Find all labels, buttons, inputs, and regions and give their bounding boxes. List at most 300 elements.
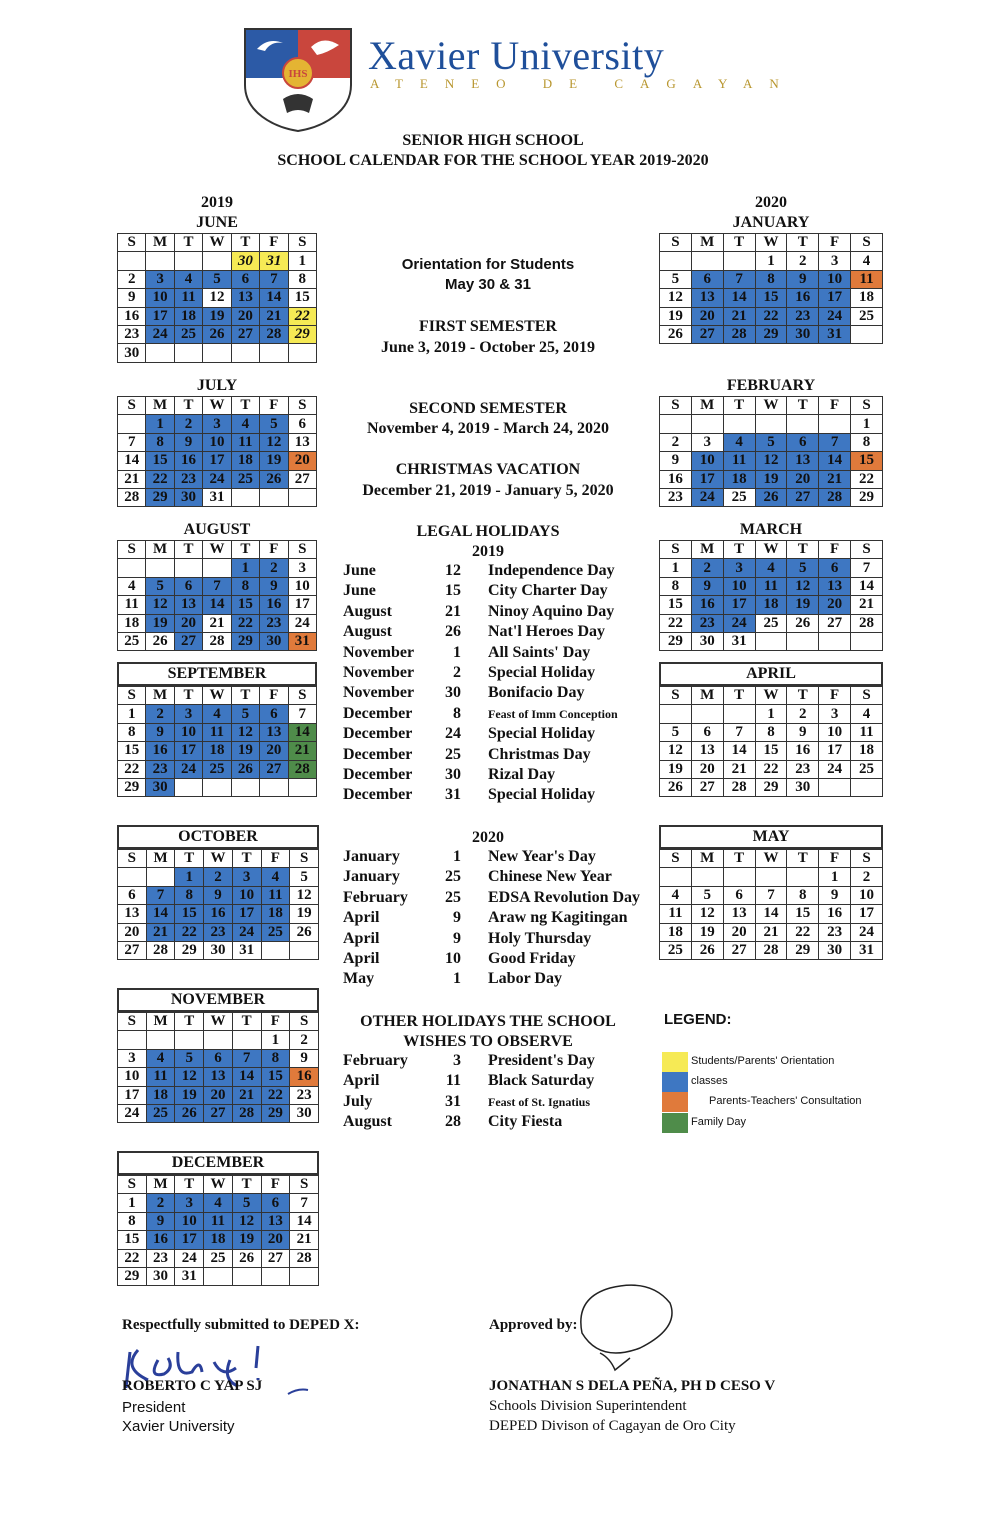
day-cell: 15 [755, 289, 787, 307]
holiday-day: 30 [445, 684, 461, 702]
day-cell: 17 [723, 596, 755, 614]
day-cell: 24 [691, 488, 723, 506]
day-cell: 2 [118, 270, 146, 288]
week-row [118, 289, 317, 307]
legal-holidays-year-2019: 2019 [472, 543, 504, 560]
day-cell: 24 [232, 923, 261, 941]
legend-label: Parents-Teachers' Consultation [709, 1095, 862, 1107]
day-cell: 31 [851, 941, 883, 959]
day-cell: 25 [755, 614, 787, 632]
day-cell: 5 [755, 433, 787, 451]
document-title-line1: SENIOR HIGH SCHOOL [402, 132, 584, 149]
day-cell: 17 [288, 596, 316, 614]
weekday-header: T [723, 541, 755, 559]
day-cell: 15 [231, 596, 259, 614]
day-cell: 30 [231, 252, 259, 270]
weekday-header: T [232, 850, 261, 868]
day-cell: 22 [118, 760, 146, 778]
calendar-table [659, 686, 883, 797]
day-cell: 20 [204, 1086, 233, 1104]
day-cell: 11 [851, 723, 883, 741]
day-cell: 12 [232, 1212, 261, 1230]
day-cell: 6 [691, 270, 723, 288]
weekday-header: S [118, 850, 147, 868]
day-cell: 30 [260, 632, 288, 650]
weekday-header: T [787, 850, 819, 868]
day-cell: 7 [819, 433, 851, 451]
legend-label: Family Day [691, 1116, 747, 1128]
holiday-day: 9 [453, 909, 461, 927]
holiday-name: Holy Thursday [488, 929, 592, 947]
day-cell: 11 [660, 905, 692, 923]
left-signatory-title1: President [122, 1399, 186, 1416]
day-cell: 28 [290, 1249, 319, 1267]
day-cell: 16 [204, 905, 233, 923]
weekday-header-row [660, 541, 883, 559]
day-cell: 12 [231, 723, 259, 741]
day-cell: 1 [118, 705, 146, 723]
day-cell: 17 [174, 742, 202, 760]
holiday-month: December [343, 704, 413, 722]
day-cell: 29 [118, 778, 146, 796]
day-cell: 7 [851, 559, 883, 577]
week-row [118, 1212, 319, 1230]
day-cell: 24 [819, 760, 851, 778]
week-row [118, 307, 317, 325]
day-cell: 21 [290, 1231, 319, 1249]
week-row [118, 742, 317, 760]
calendar-table [117, 1175, 319, 1286]
week-row [118, 760, 317, 778]
holiday-day: 15 [445, 582, 461, 600]
weekday-header: T [175, 1013, 204, 1031]
legend-label: classes [691, 1075, 728, 1087]
day-cell: 28 [118, 488, 146, 506]
weekday-header: F [260, 687, 288, 705]
day-cell: 17 [203, 452, 231, 470]
legend-label: Students/Parents' Orientation [691, 1055, 835, 1067]
day-cell: 24 [819, 307, 851, 325]
holiday-month: April [343, 929, 380, 947]
weekday-header: T [787, 541, 819, 559]
day-cell: 4 [118, 577, 146, 595]
legal-holidays-title: LEGAL HOLIDAYS [416, 523, 560, 540]
day-cell: 21 [203, 614, 231, 632]
day-cell: 22 [787, 923, 819, 941]
day-cell: 13 [118, 905, 147, 923]
day-cell: 10 [288, 577, 316, 595]
week-row [118, 470, 317, 488]
day-cell: 31 [723, 632, 755, 650]
day-cell: 31 [175, 1267, 204, 1285]
holiday-month: April [343, 909, 380, 927]
day-cell: 15 [851, 452, 883, 470]
day-cell: 3 [288, 559, 316, 577]
day-cell: 8 [118, 1212, 147, 1230]
first-semester-dates: June 3, 2019 - October 25, 2019 [381, 339, 595, 356]
holiday-name: Special Holiday [488, 664, 596, 681]
weekday-header-row [660, 397, 883, 415]
holiday-day: 1 [453, 970, 461, 988]
holiday-row [343, 602, 643, 622]
day-cell: 16 [819, 905, 851, 923]
holiday-month: July [343, 1092, 373, 1110]
day-cell: 6 [118, 886, 147, 904]
holiday-row [343, 908, 643, 928]
week-row [660, 470, 883, 488]
holiday-day: 9 [453, 929, 461, 947]
calendar-table [659, 849, 883, 960]
legal-holidays-year-2020: 2020 [472, 829, 504, 846]
week-row [660, 905, 883, 923]
day-cell: 29 [118, 1267, 147, 1285]
day-cell: 26 [660, 778, 692, 796]
day-cell: 29 [261, 1104, 290, 1122]
day-cell: 7 [232, 1049, 261, 1067]
day-cell: 27 [174, 632, 202, 650]
weekday-header: W [203, 234, 231, 252]
day-cell: 30 [146, 1267, 175, 1285]
day-cell: 18 [851, 742, 883, 760]
weekday-header: S [118, 234, 146, 252]
day-cell: 1 [755, 252, 787, 270]
day-cell: 30 [174, 488, 202, 506]
holiday-row [343, 1112, 643, 1132]
day-cell: 12 [290, 886, 319, 904]
day-cell: 29 [660, 632, 692, 650]
week-row [118, 705, 317, 723]
day-cell: 12 [660, 742, 692, 760]
day-cell: 10 [146, 289, 174, 307]
right-signature-mark [570, 1278, 690, 1378]
day-cell: 15 [288, 289, 316, 307]
week-row [118, 1049, 319, 1067]
weekday-header: S [660, 541, 692, 559]
day-cell: 28 [288, 760, 316, 778]
day-cell: 2 [851, 868, 883, 886]
day-cell: 31 [203, 488, 231, 506]
holiday-name: Special Holiday [488, 725, 596, 743]
day-cell: 21 [260, 307, 288, 325]
weekday-header-row [118, 234, 317, 252]
orientation-dates: May 30 & 31 [445, 276, 531, 293]
weekday-header: S [660, 850, 692, 868]
calendar-table [659, 396, 883, 507]
day-cell: 14 [288, 723, 316, 741]
day-cell [819, 415, 851, 433]
day-cell: 2 [204, 868, 233, 886]
day-cell: 18 [204, 1231, 233, 1249]
weekday-header: S [288, 397, 316, 415]
day-cell: 10 [174, 723, 202, 741]
calendar-august [117, 520, 317, 651]
university-subtitle: ATENEO DE CAGAYAN [370, 76, 796, 91]
holiday-month: November [343, 664, 415, 681]
day-cell: 14 [232, 1068, 261, 1086]
day-cell: 17 [175, 1231, 204, 1249]
day-cell: 7 [288, 705, 316, 723]
holiday-day: 31 [445, 786, 461, 804]
weekday-header: T [723, 234, 755, 252]
day-cell: 6 [288, 415, 316, 433]
day-cell: 21 [851, 596, 883, 614]
day-cell: 3 [118, 1049, 147, 1067]
day-cell: 4 [146, 1049, 175, 1067]
holiday-month: May [343, 970, 375, 988]
week-row [118, 488, 317, 506]
day-cell: 2 [290, 1031, 319, 1049]
week-row [118, 614, 317, 632]
day-cell: 15 [787, 905, 819, 923]
weekday-header: F [261, 1013, 290, 1031]
day-cell: 12 [787, 577, 819, 595]
weekday-header: T [175, 850, 204, 868]
day-cell [723, 252, 755, 270]
day-cell: 7 [203, 577, 231, 595]
calendar-december [117, 1151, 319, 1286]
day-cell: 7 [118, 433, 146, 451]
calendar-month-title: APRIL [659, 662, 883, 686]
day-cell: 16 [290, 1068, 319, 1086]
day-cell: 13 [231, 289, 259, 307]
week-row [118, 452, 317, 470]
day-cell: 28 [819, 488, 851, 506]
university-name: Xavier University [368, 33, 665, 78]
day-cell [851, 632, 883, 650]
weekday-header: S [290, 1013, 319, 1031]
day-cell [288, 778, 316, 796]
holiday-row [343, 704, 643, 724]
day-cell: 28 [203, 632, 231, 650]
weekday-header: T [175, 1176, 204, 1194]
day-cell: 14 [290, 1212, 319, 1230]
weekday-header-row [660, 687, 883, 705]
day-cell: 24 [288, 614, 316, 632]
approved-label: Approved by: [489, 1317, 578, 1333]
day-cell: 6 [260, 705, 288, 723]
day-cell: 19 [260, 452, 288, 470]
week-row [118, 778, 317, 796]
day-cell: 25 [204, 1249, 233, 1267]
day-cell: 11 [118, 596, 146, 614]
day-cell [118, 252, 146, 270]
week-row [118, 1104, 319, 1122]
weekday-header: M [146, 1176, 175, 1194]
weekday-header: T [787, 687, 819, 705]
day-cell: 22 [288, 307, 316, 325]
day-cell: 15 [261, 1068, 290, 1086]
day-cell [723, 705, 755, 723]
day-cell: 19 [660, 760, 692, 778]
week-row [660, 415, 883, 433]
weekday-header: W [755, 397, 787, 415]
day-cell: 9 [290, 1049, 319, 1067]
day-cell: 8 [851, 433, 883, 451]
holiday-day: 1 [453, 643, 461, 661]
weekday-header: T [787, 234, 819, 252]
weekday-header: W [204, 1176, 233, 1194]
holiday-day: 30 [445, 766, 461, 783]
day-cell [231, 488, 259, 506]
day-cell: 27 [204, 1104, 233, 1122]
day-cell: 16 [787, 742, 819, 760]
day-cell: 6 [204, 1049, 233, 1067]
holiday-day: 11 [445, 1072, 461, 1090]
day-cell: 16 [146, 742, 174, 760]
calendar-table [659, 540, 883, 651]
day-cell: 11 [231, 433, 259, 451]
weekday-header: F [260, 397, 288, 415]
day-cell: 27 [288, 470, 316, 488]
day-cell: 1 [175, 868, 204, 886]
holiday-day: 28 [445, 1113, 461, 1131]
week-row [660, 723, 883, 741]
day-cell: 1 [231, 559, 259, 577]
day-cell: 23 [660, 488, 692, 506]
weekday-header: F [261, 1176, 290, 1194]
weekday-header: W [204, 850, 233, 868]
day-cell: 20 [723, 923, 755, 941]
day-cell: 29 [288, 325, 316, 343]
week-row [660, 307, 883, 325]
day-cell: 6 [261, 1194, 290, 1212]
day-cell [660, 252, 692, 270]
day-cell: 27 [819, 614, 851, 632]
day-cell: 14 [260, 289, 288, 307]
week-row [660, 252, 883, 270]
day-cell: 26 [787, 614, 819, 632]
holiday-row [343, 969, 643, 989]
week-row [660, 778, 883, 796]
holiday-month: June [343, 562, 376, 579]
weekday-header: T [231, 234, 259, 252]
week-row [660, 577, 883, 595]
day-cell: 3 [203, 415, 231, 433]
day-cell: 3 [819, 252, 851, 270]
calendar-month-title: DECEMBER [117, 1151, 319, 1175]
holiday-month: April [343, 1072, 380, 1090]
day-cell: 31 [260, 252, 288, 270]
day-cell: 22 [118, 1249, 147, 1267]
day-cell: 15 [755, 742, 787, 760]
weekday-header: M [146, 850, 175, 868]
day-cell: 24 [146, 325, 174, 343]
legend-swatch [662, 1092, 688, 1112]
day-cell: 29 [175, 941, 204, 959]
day-cell: 16 [146, 1231, 175, 1249]
day-cell: 30 [787, 778, 819, 796]
day-cell: 29 [787, 941, 819, 959]
day-cell: 17 [118, 1086, 147, 1104]
day-cell: 22 [660, 614, 692, 632]
weekday-header: S [660, 234, 692, 252]
day-cell: 22 [175, 923, 204, 941]
day-cell [260, 488, 288, 506]
weekday-header: M [691, 850, 723, 868]
day-cell: 19 [290, 905, 319, 923]
calendar-month-title: JULY [196, 377, 238, 394]
day-cell: 5 [175, 1049, 204, 1067]
weekday-header: W [203, 397, 231, 415]
day-cell: 11 [174, 289, 202, 307]
day-cell [118, 1031, 147, 1049]
week-row [118, 559, 317, 577]
day-cell: 26 [203, 325, 231, 343]
week-row [660, 923, 883, 941]
holiday-row [343, 581, 643, 601]
week-row [660, 596, 883, 614]
day-cell: 10 [203, 433, 231, 451]
holiday-day: 3 [453, 1052, 461, 1069]
weekday-header: M [146, 397, 174, 415]
calendar-april [659, 662, 883, 797]
holiday-name: Ninoy Aquino Day [488, 602, 615, 620]
day-cell: 29 [851, 488, 883, 506]
weekday-header: S [851, 687, 883, 705]
holiday-row [343, 622, 643, 642]
holiday-name: Feast of St. Ignatius [488, 1094, 591, 1109]
day-cell: 8 [146, 433, 174, 451]
day-cell: 20 [819, 596, 851, 614]
week-row [118, 868, 319, 886]
orientation-title: Orientation for Students [401, 256, 575, 273]
day-cell: 10 [723, 577, 755, 595]
day-cell: 2 [691, 559, 723, 577]
university-seal-logo [243, 27, 353, 133]
day-cell: 5 [691, 886, 723, 904]
day-cell [851, 778, 883, 796]
day-cell: 9 [118, 289, 146, 307]
holiday-name: City Charter Day [488, 582, 608, 600]
left-signatory-title2: Xavier University [122, 1418, 235, 1435]
weekday-header: S [851, 541, 883, 559]
day-cell [660, 415, 692, 433]
holiday-day: 25 [445, 868, 461, 886]
day-cell: 18 [231, 452, 259, 470]
day-cell [118, 559, 146, 577]
day-cell: 1 [261, 1031, 290, 1049]
weekday-header: T [232, 1176, 261, 1194]
day-cell: 30 [787, 325, 819, 343]
day-cell: 18 [118, 614, 146, 632]
day-cell [660, 705, 692, 723]
day-cell: 18 [660, 923, 692, 941]
day-cell [787, 415, 819, 433]
day-cell [290, 1267, 319, 1285]
calendar-march [659, 520, 883, 651]
day-cell: 5 [232, 1194, 261, 1212]
day-cell: 17 [232, 905, 261, 923]
holiday-day: 12 [445, 562, 461, 579]
weekday-header-row [118, 1176, 319, 1194]
day-cell: 29 [755, 778, 787, 796]
day-cell [174, 252, 202, 270]
day-cell: 24 [203, 470, 231, 488]
weekday-header-row [118, 687, 317, 705]
day-cell: 7 [723, 723, 755, 741]
weekday-header: W [204, 1013, 233, 1031]
day-cell: 24 [175, 1249, 204, 1267]
week-row [660, 559, 883, 577]
day-cell: 16 [660, 470, 692, 488]
calendar-month-title: FEBRUARY [726, 377, 816, 394]
weekday-header: T [723, 850, 755, 868]
day-cell: 24 [174, 760, 202, 778]
day-cell: 13 [819, 577, 851, 595]
day-cell [723, 868, 755, 886]
weekday-header: F [260, 234, 288, 252]
day-cell: 3 [691, 433, 723, 451]
